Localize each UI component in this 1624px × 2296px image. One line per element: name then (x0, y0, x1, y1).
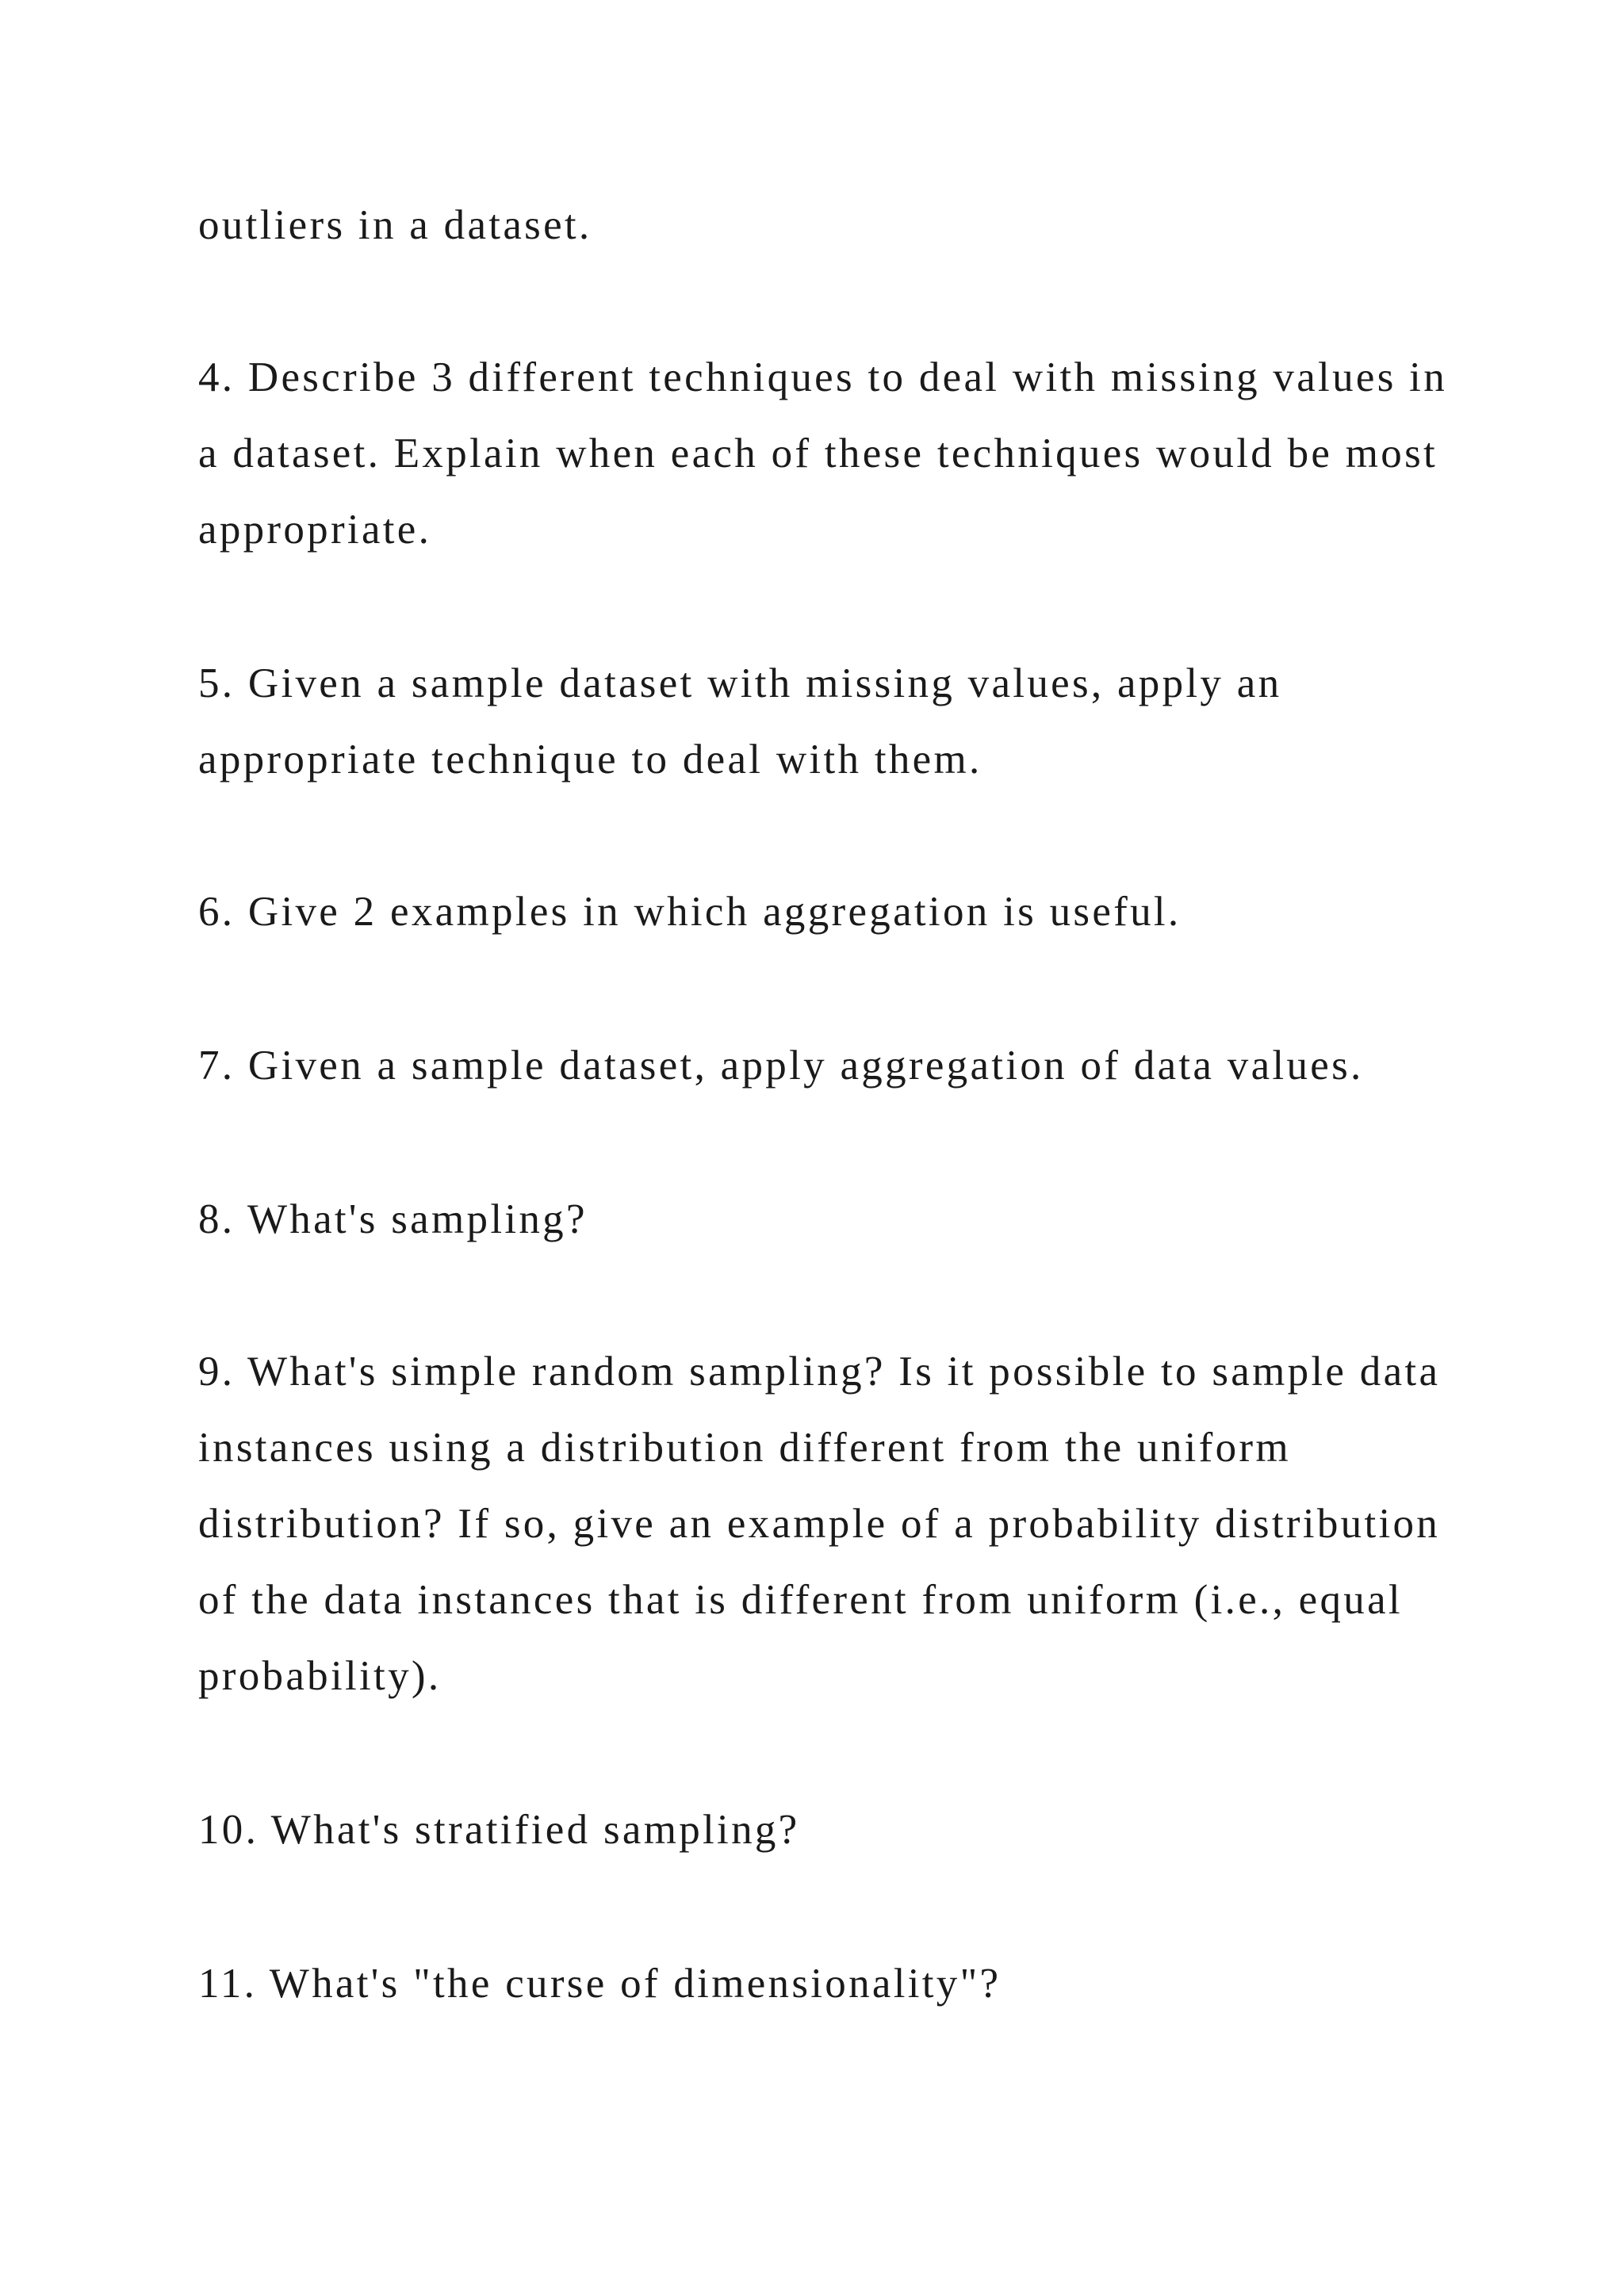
question-9-line-4: of the data instances that is different from uniform (i.e., equal (198, 1577, 1403, 1623)
question-4-line-1: 4. Describe 3 different techniques to deal with missing values in (198, 354, 1448, 400)
question-8-line-1: 8. What's sampling? (198, 1196, 588, 1242)
question-5-line-2: appropriate technique to deal with them. (198, 737, 982, 783)
question-6-line-1: 6. Give 2 examples in which aggregation is useful. (198, 889, 1182, 935)
question-9-line-3: distribution? If so, give an example of a probability distribution (198, 1501, 1441, 1547)
question-9-line-2: instances using a distribution different from the uniform (198, 1425, 1291, 1471)
question-11-line-1: 11. What's "the curse of dimensionality"? (198, 1961, 1002, 2007)
question-5-line-1: 5. Given a sample dataset with missing values, apply an (198, 660, 1282, 706)
question-9-line-5: probability). (198, 1653, 442, 1699)
question-7-line-1: 7. Given a sample dataset, apply aggregation of data values. (198, 1043, 1364, 1089)
continuation-line: outliers in a dataset. (198, 202, 592, 248)
question-9-line-1: 9. What's simple random sampling? Is it possible to sample data (198, 1349, 1441, 1395)
question-4-line-3: appropriate. (198, 507, 432, 553)
question-4-line-2: a dataset. Explain when each of these techniques would be most (198, 430, 1438, 476)
question-10-line-1: 10. What's stratified sampling? (198, 1807, 800, 1853)
